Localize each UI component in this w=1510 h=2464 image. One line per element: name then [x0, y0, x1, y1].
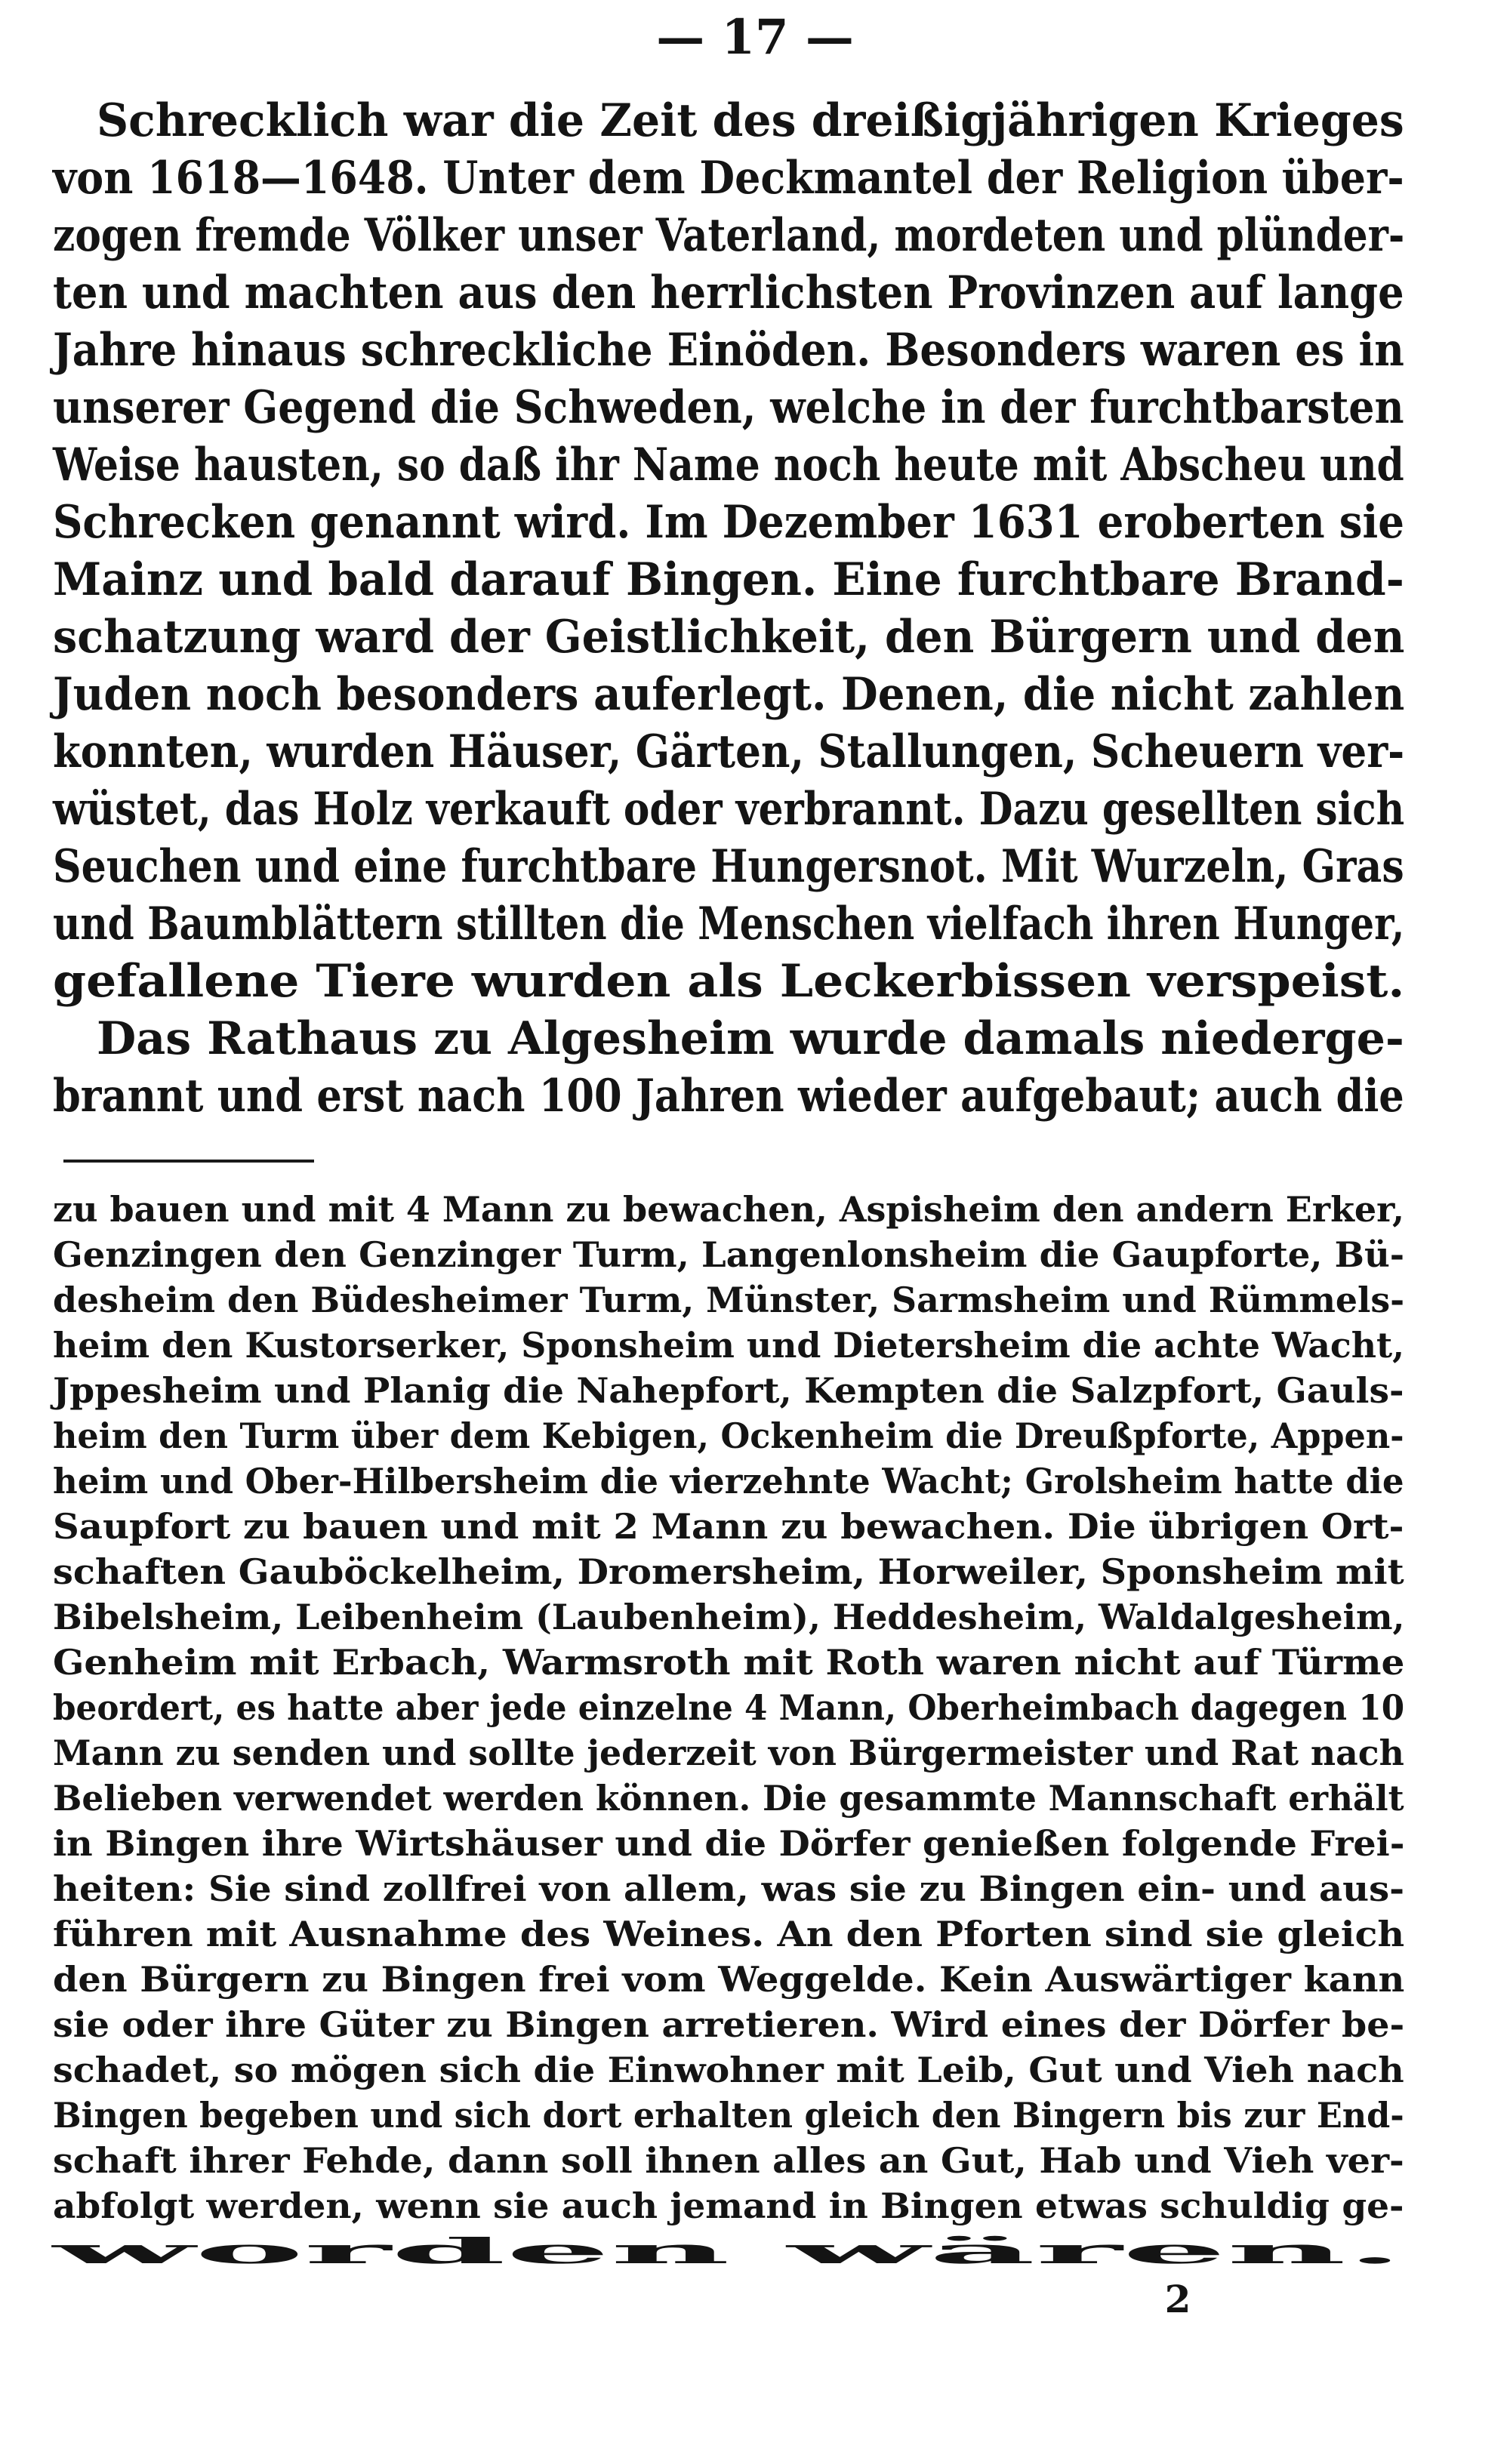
main-text-line: Seuchen und eine furchtbare Hungersnot. Mit Wurzeln, Gras	[53, 840, 1404, 893]
footnote-line: desheim den Büdesheimer Turm, Münster, Sarmsheim und Rümmels-	[53, 1280, 1405, 1320]
main-text-line: Schrecken genannt wird. Im Dezember 1631 eroberten sie	[53, 496, 1404, 549]
main-text-line: und Baumblättern stillten die Menschen vielfach ihren Hunger,	[53, 898, 1405, 950]
footnote-line: den Bürgern zu Bingen frei vom Weggelde. Kein Auswärtiger kann	[53, 1959, 1405, 2000]
footnote-line: Jppesheim und Planig die Nahepfort, Kempten die Salzpfort, Gauls-	[53, 1370, 1404, 1411]
main-text-line: brannt und erst nach 100 Jahren wieder aufgebaut; auch die	[53, 1070, 1404, 1123]
page-number: — 17 —	[656, 9, 854, 66]
footnote-line: in Bingen ihre Wirtshäuser und die Dörfer genießen folgende Frei-	[53, 1823, 1405, 1864]
footnote-line: schaft ihrer Fehde, dann soll ihnen alles an Gut, Hab und Vieh ver-	[53, 2140, 1404, 2181]
main-text-line: Mainz und bald darauf Bingen. Eine furchtbare Brand-	[53, 553, 1404, 606]
footnote-line: sie oder ihre Güter zu Bingen arretieren. Wird eines der Dörfer be-	[53, 2004, 1405, 2045]
main-text-line: Jahre hinaus schreckliche Einöden. Besonders waren es in	[53, 324, 1404, 377]
footnote-line: führen mit Ausnahme des Weines. An den Pforten sind sie gleich	[53, 1914, 1405, 1954]
footnote-line: Belieben verwendet werden können. Die gesammte Mannschaft erhält	[53, 1778, 1404, 1819]
footnote-line: Genzingen den Genzinger Turm, Langenlonsheim die Gaupforte, Bü-	[53, 1234, 1405, 1275]
main-text-line: unserer Gegend die Schweden, welche in der furchtbarsten	[53, 381, 1404, 434]
main-text-line: gefallene Tiere wurden als Leckerbissen verspeist.	[53, 955, 1405, 1008]
footnote-line: heim den Kustorserker, Sponsheim und Dietersheim die achte Wacht,	[53, 1325, 1405, 1366]
footnote-line: Saupfort zu bauen und mit 2 Mann zu bewachen. Die übrigen Ort-	[53, 1506, 1404, 1547]
footnote-line: worden wären.	[53, 2231, 1404, 2272]
footnote-line: heim den Turm über dem Kebigen, Ockenheim die Dreußpforte, Appen-	[53, 1415, 1404, 1456]
footnote-line: Mann zu senden und sollte jederzeit von Bürgermeister und Rat nach	[53, 1732, 1404, 1773]
main-text-line: Das Rathaus zu Algesheim wurde damals niederge-	[97, 1012, 1404, 1065]
footnote-line: schaften Gauböckelheim, Dromersheim, Horweiler, Sponsheim mit	[53, 1551, 1404, 1592]
main-text-line: ten und machten aus den herrlichsten Provinzen auf lange	[53, 266, 1404, 319]
footnote-separator-rule	[63, 1160, 314, 1163]
footnote-line: zu bauen und mit 4 Mann zu bewachen, Aspisheim den andern Erker,	[53, 1189, 1405, 1230]
footnote-line: heiten: Sie sind zollfrei von allem, was sie zu Bingen ein- und aus-	[53, 1868, 1405, 1909]
footnote-line: Bingen begeben und sich dort erhalten gleich den Bingern bis zur End-	[53, 2095, 1404, 2136]
footnote-line: beordert, es hatte aber jede einzelne 4 Mann, Oberheimbach dagegen 10	[53, 1687, 1405, 1728]
main-text-line: schatzung ward der Geistlichkeit, den Bürgern und den	[53, 611, 1405, 664]
footnote-line: Genheim mit Erbach, Warmsroth mit Roth waren nicht auf Türme	[53, 1642, 1405, 1683]
footnote-line: heim und Ober-Hilbersheim die vierzehnte Wacht; Grolsheim hatte die	[53, 1461, 1404, 1502]
footnote-line: schadet, so mögen sich die Einwohner mit Leib, Gut und Vieh nach	[53, 2050, 1404, 2090]
main-text-line: Schrecklich war die Zeit des dreißigjährigen Krieges	[97, 94, 1404, 147]
main-text-line: Weise hausten, so daß ihr Name noch heute mit Abscheu und	[53, 439, 1404, 491]
main-text-line: wüstet, das Holz verkauft oder verbrannt. Dazu gesellten sich	[53, 783, 1405, 836]
main-text-line: Juden noch besonders auferlegt. Denen, die nicht zahlen	[53, 668, 1405, 721]
main-text-line: konnten, wurden Häuser, Gärten, Stallungen, Scheuern ver-	[53, 725, 1405, 778]
main-text-line: zogen fremde Völker unser Vaterland, mordeten und plünder-	[53, 209, 1405, 262]
printer-signature-mark: 2	[1164, 2277, 1191, 2321]
footnote-line: abfolgt werden, wenn sie auch jemand in Bingen etwas schuldig ge-	[53, 2185, 1404, 2226]
footnote-line: Bibelsheim, Leibenheim (Laubenheim), Heddesheim, Waldalgesheim,	[53, 1597, 1405, 1637]
main-text-line: von 1618—1648. Unter dem Deckmantel der Religion über-	[53, 152, 1404, 205]
